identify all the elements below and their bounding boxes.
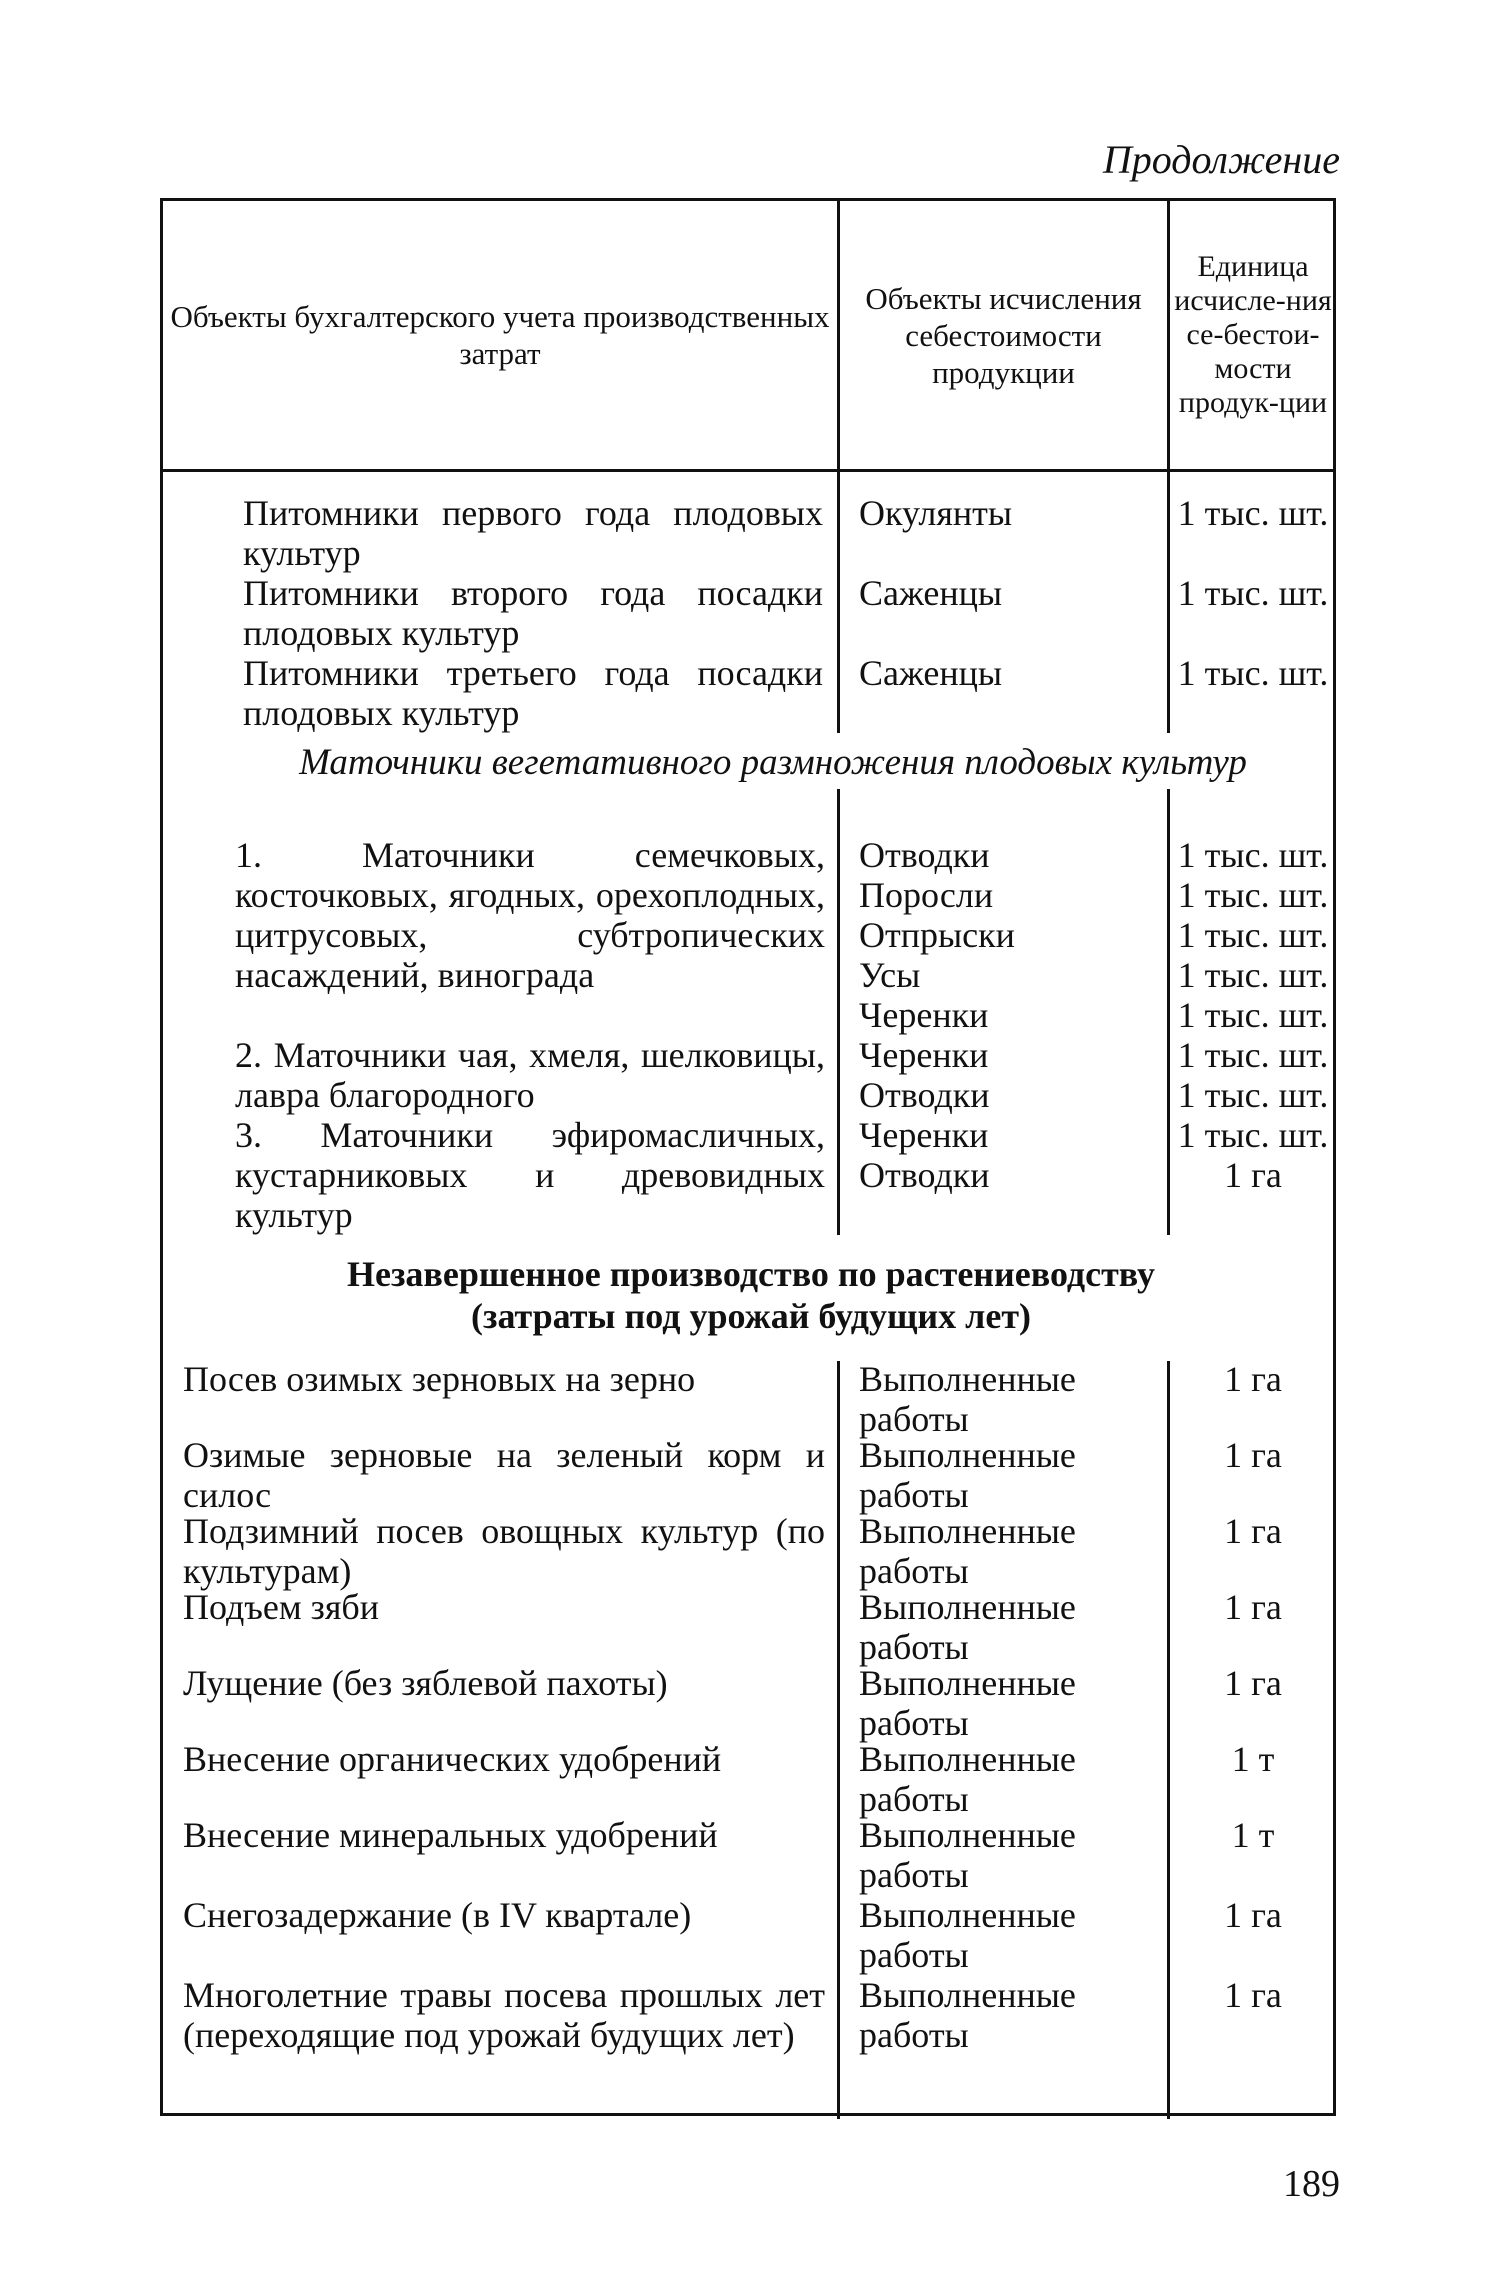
list-item-unit: 1 тыс. шт. <box>1177 1115 1329 1155</box>
table-row-unit: 1 га <box>1224 1895 1282 1935</box>
table-row-product: Окулянты <box>859 493 1013 533</box>
table-row-product: Выполненные работы <box>859 1359 1076 1439</box>
table-row-object: Посев озимых зерновых на зерно <box>183 1359 696 1399</box>
page-number: 189 <box>1283 2163 1340 2205</box>
header-divider <box>163 469 1333 472</box>
section-heading-mother-plantations: Маточники вегетативного размножения плодовых культур <box>299 742 1247 783</box>
table-row-unit: 1 тыс. шт. <box>1177 573 1329 613</box>
list-item-product: Черенки <box>859 1115 989 1155</box>
table-row-product: Выполненные работы <box>859 1511 1076 1591</box>
list-item-product: Усы <box>859 955 921 995</box>
table-row-object: Питомники первого года плодовых культур <box>243 493 823 573</box>
table-row-product: Саженцы <box>859 653 1003 693</box>
table-row-unit: 1 га <box>1224 1975 1282 2015</box>
list-item-product: Отпрыски <box>859 915 1015 955</box>
continuation-label: Продолжение <box>1102 137 1340 182</box>
list-item-product: Черенки <box>859 995 989 1035</box>
list-item-product: Отводки <box>859 835 990 875</box>
list-item-product: Отводки <box>859 1155 990 1195</box>
table-row-object: Лущение (без зяблевой пахоты) <box>183 1663 668 1703</box>
table-row-object: Снегозадержание (в IV квартале) <box>183 1895 692 1935</box>
table-row-object: Внесение органических удобрений <box>183 1739 722 1779</box>
table-row-unit: 1 т <box>1231 1739 1275 1779</box>
table-row-object: 3. Маточники эфиромасличных, кустарниковых и древовидных культур <box>235 1115 825 1235</box>
table-row-product: Выполненные работы <box>859 1739 1076 1819</box>
table-row-object: Питомники третьего года посадки плодовых культур <box>243 653 823 733</box>
table-row-unit: 1 га <box>1224 1359 1282 1399</box>
table-row-product: Выполненные работы <box>859 1895 1076 1975</box>
list-item-product: Поросли <box>859 875 994 915</box>
cost-objects-table <box>160 198 1336 2116</box>
list-item-unit: 1 тыс. шт. <box>1177 995 1329 1035</box>
list-item-unit: 1 тыс. шт. <box>1177 1035 1329 1075</box>
list-item-unit: 1 тыс. шт. <box>1177 1075 1329 1115</box>
table-row-product: Выполненные работы <box>859 1975 1076 2055</box>
table-row-product: Выполненные работы <box>859 1815 1076 1895</box>
table-row-object: Питомники второго года посадки плодовых культур <box>243 573 823 653</box>
table-row-product: Саженцы <box>859 573 1003 613</box>
column-divider-1 <box>837 201 840 2119</box>
table-row-unit: 1 га <box>1224 1435 1282 1475</box>
table-row-object: Многолетние травы посева прошлых лет (переходящие под урожай будущих лет) <box>183 1975 825 2055</box>
list-item-product: Отводки <box>859 1075 990 1115</box>
table-row-product: Выполненные работы <box>859 1435 1076 1515</box>
list-item-unit: 1 тыс. шт. <box>1177 915 1329 955</box>
table-row-object: Подъем зяби <box>183 1587 380 1627</box>
table-row-unit: 1 т <box>1231 1815 1275 1855</box>
table-row-object: Подзимний посев овощных культур (по культурам) <box>183 1511 825 1591</box>
table-row-unit: 1 га <box>1224 1663 1282 1703</box>
table-row-object: Озимые зерновые на зеленый корм и силос <box>183 1435 825 1515</box>
list-item-product: Черенки <box>859 1035 989 1075</box>
column-divider-2 <box>1167 201 1170 2119</box>
table-row-object: 1. Маточники семечковых, косточковых, ягодных, орехоплодных, цитрусовых, субтропических насаждений, винограда <box>235 835 825 995</box>
table-row-product: Выполненные работы <box>859 1663 1076 1743</box>
table-row-unit: 1 га <box>1224 1587 1282 1627</box>
list-item-unit: 1 тыс. шт. <box>1177 875 1329 915</box>
table-row-unit: 1 га <box>1224 1511 1282 1551</box>
section-heading-wip-sub: (затраты под урожай будущих лет) <box>471 1296 1031 1336</box>
list-item-unit: 1 тыс. шт. <box>1177 835 1329 875</box>
section-heading-wip: Незавершенное производство по растениеводству <box>346 1254 1156 1294</box>
table-row-product: Выполненные работы <box>859 1587 1076 1667</box>
table-row-unit: 1 тыс. шт. <box>1177 653 1329 693</box>
table-row-unit: 1 тыс. шт. <box>1177 493 1329 533</box>
table-row-object: 2. Маточники чая, хмеля, шелковицы, лавра благородного <box>235 1035 825 1115</box>
header-costing-objects: Объекты исчисления себестоимости продукции <box>865 280 1142 390</box>
header-costing-unit: Единица исчисле-ния се-бестои-мости продук-ции <box>1174 250 1332 419</box>
list-item-unit: 1 тыс. шт. <box>1177 955 1329 995</box>
list-item-unit: 1 га <box>1224 1155 1282 1195</box>
header-accounting-objects: Объекты бухгалтерского учета производственных затрат <box>170 299 830 371</box>
table-row-object: Внесение минеральных удобрений <box>183 1815 718 1855</box>
